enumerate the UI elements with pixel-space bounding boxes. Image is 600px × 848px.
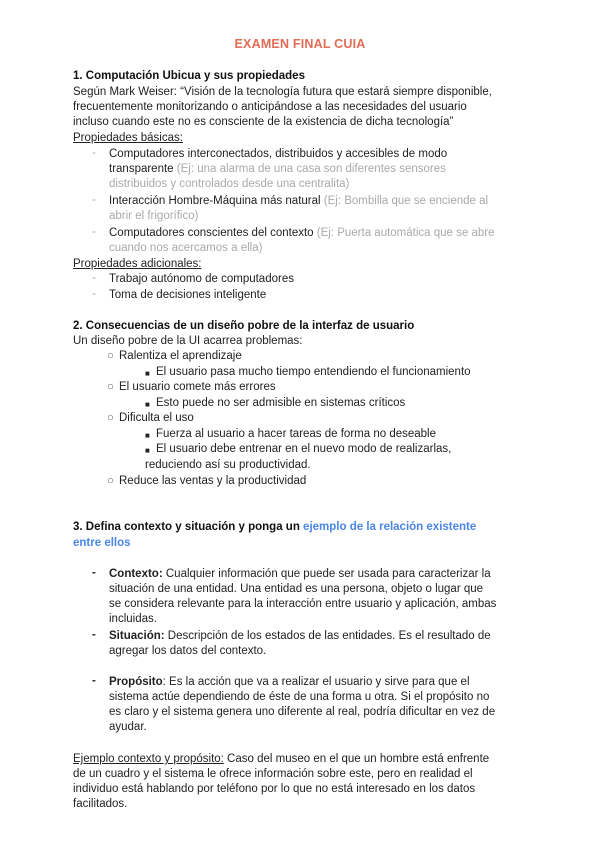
definition-item: Contexto: Cualquier información que puede ser usada para caracterizar la	[109, 568, 491, 580]
s1-intro-line: frecuentemente monitorizando o anticipándose a las necesidades del usuario	[73, 101, 467, 113]
dash-bullet: -	[92, 288, 96, 300]
definition-item: Propósito: Es la acción que va a realizar el usuario y sirve para que el	[109, 676, 470, 688]
section-3-heading-cont: entre ellos	[73, 537, 131, 549]
dash-bullet: -	[92, 272, 96, 284]
definition-item: Situación: Descripción de los estados de las entidades. Es el resultado de	[109, 630, 491, 642]
definition-line: es claro y el sistema genera uno diferente al real, podría dificultar en vez de	[109, 706, 496, 718]
list-item: Ralentiza el aprendizaje	[119, 350, 242, 362]
definition-line: ayudar.	[109, 721, 147, 733]
list-item: cuando nos acercamos a ella)	[109, 242, 263, 254]
list-item: Fuerza al usuario a hacer tareas de forma no deseable	[156, 428, 436, 440]
list-item: El usuario debe entrenar en el nuevo modo de realizarlas,	[156, 443, 452, 455]
section-2-heading: 2. Consecuencias de un diseño pobre de la interfaz de usuario	[73, 320, 415, 332]
s1-intro-line: Según Mark Weiser: “Visión de la tecnología futura que estará siempre disponible,	[73, 86, 492, 98]
dash-bullet: -	[92, 194, 96, 206]
definition-line: incluidas.	[109, 613, 157, 625]
dash-bullet: -	[92, 675, 96, 687]
list-item: Computadores conscientes del contexto (Ej: Puerta automática que se abre	[109, 227, 495, 239]
list-item: transparente (Ej: una alarma de una casa son diferentes sensores	[109, 163, 446, 175]
circle-bullet: ○	[107, 381, 114, 393]
list-item: Computadores interconectados, distribuidos y accesibles de modo	[109, 148, 448, 160]
square-bullet: ■	[145, 400, 150, 409]
dash-bullet: -	[92, 147, 96, 159]
section-1-heading: 1. Computación Ubicua y sus propiedades	[73, 70, 305, 82]
list-item: Reduce las ventas y la productividad	[119, 475, 307, 487]
example-line: individuo está hablando por teléfono por lo que no está interesado en los datos	[73, 783, 476, 795]
additional-properties-label: Propiedades adicionales:	[73, 258, 202, 270]
basic-properties-label: Propiedades básicas:	[73, 132, 183, 144]
s2-intro: Un diseño pobre de la UI acarrea problemas:	[73, 335, 303, 347]
list-item: distribuidos y controlados desde una centralita)	[109, 178, 350, 190]
example-paragraph: Ejemplo contexto y propósito: Caso del museo en el que un hombre está enfrente	[73, 753, 490, 765]
s1-intro-line: incluso cuando este no es consciente de la existencia de dicha tecnología”	[73, 116, 454, 128]
definition-line: situación de una entidad. Una entidad es una persona, objeto o lugar que	[109, 583, 484, 595]
definition-line: agregar los datos del contexto.	[109, 645, 267, 657]
circle-bullet: ○	[107, 475, 114, 487]
square-bullet: ■	[145, 446, 150, 455]
list-item: abrir el frigorífico)	[109, 210, 199, 222]
list-item: Dificulta el uso	[119, 412, 194, 424]
list-item: Interacción Hombre-Máquina más natural (Ej: Bombilla que se enciende al	[109, 195, 489, 207]
circle-bullet: ○	[107, 412, 114, 424]
dash-bullet: -	[92, 567, 96, 579]
definition-line: sistema actúe dependiendo de éste de una forma u otra. Si el propósito no	[109, 691, 490, 703]
example-line: de un cuadro y el sistema le ofrece información sobre este, pero en realidad el	[73, 768, 473, 780]
dash-bullet: -	[92, 629, 96, 641]
dash-bullet: -	[92, 226, 96, 238]
definition-line: se considera relevante para la interacción entre usuario y aplicación, ambas	[109, 598, 497, 610]
square-bullet: ■	[145, 431, 150, 440]
list-item: reduciendo así su productividad.	[145, 459, 311, 471]
list-item: El usuario comete más errores	[119, 381, 276, 393]
section-3-heading: 3. Defina contexto y situación y ponga un ejemplo de la relación existente	[73, 521, 477, 533]
document-title: EXAMEN FINAL CUIA	[234, 37, 366, 51]
list-item: Esto puede no ser admisible en sistemas críticos	[156, 397, 406, 409]
list-item: Toma de decisiones inteligente	[109, 289, 267, 301]
list-item: El usuario pasa mucho tiempo entendiendo el funcionamiento	[156, 366, 471, 378]
square-bullet: ■	[145, 369, 150, 378]
example-line: facilitados.	[73, 798, 128, 810]
circle-bullet: ○	[107, 350, 114, 362]
list-item: Trabajo autónomo de computadores	[109, 273, 294, 285]
